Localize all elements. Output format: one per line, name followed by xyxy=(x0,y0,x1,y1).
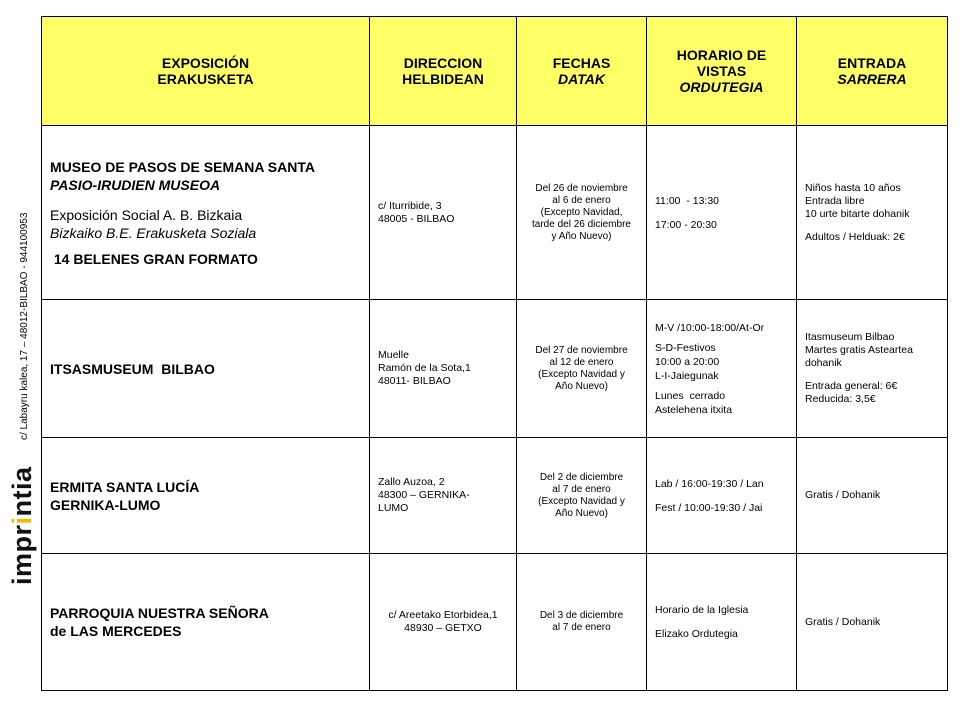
exhibition-hours: 11:00 - 13:30 17:00 - 20:30 xyxy=(647,126,797,300)
exhibition-address: c/ Iturribide, 3 48005 - BILBAO xyxy=(370,126,517,300)
exhibition-hours: Lab / 16:00-19:30 / Lan Fest / 10:00-19:30 / Jai xyxy=(647,438,797,554)
exhibition-hours: M-V /10:00-18:00/At-Or S-D-Festivos 10:00 a 20:00 L-I-Jaiegunak Lunes cerrado Astelehena itxita xyxy=(647,300,797,438)
header-horario: HORARIO DE VISTAS ORDUTEGIA xyxy=(647,17,797,126)
exhibition-dates: Del 26 de noviembre al 6 de enero (Excepto Navidad, tarde del 26 diciembre y Año Nuevo) xyxy=(517,126,647,300)
exhibition-dates: Del 3 de diciembre al 7 de enero xyxy=(517,554,647,691)
logo-part-b: ntia xyxy=(7,466,37,517)
table-row xyxy=(42,554,948,691)
header-fechas: FECHAS DATAK xyxy=(517,17,647,126)
logo-part-a: impr xyxy=(7,524,37,585)
header-row xyxy=(42,17,948,126)
header-direccion: DIRECCION HELBIDEAN xyxy=(370,17,517,126)
exhibition-name: ERMITA SANTA LUCÍA GERNIKA-LUMO xyxy=(42,438,370,554)
exhibition-dates: Del 2 de diciembre al 7 de enero (Excepto Navidad y Año Nuevo) xyxy=(517,438,647,554)
exhibition-address: c/ Areetako Etorbidea,1 48930 – GETXO xyxy=(370,554,517,691)
exhibitions-table xyxy=(41,16,948,691)
exhibition-dates: Del 27 de noviembre al 12 de enero (Excepto Navidad y Año Nuevo) xyxy=(517,300,647,438)
header-exposicion: EXPOSICIÓN ERAKUSKETA xyxy=(42,17,370,126)
exhibition-entry: Niños hasta 10 años Entrada libre 10 urte bitarte dohanik Adultos / Helduak: 2€ xyxy=(797,126,948,300)
exhibition-entry: Gratis / Dohanik xyxy=(797,438,948,554)
exhibition-address: Muelle Ramón de la Sota,1 48011- BILBAO xyxy=(370,300,517,438)
exhibition-name: MUSEO DE PASOS DE SEMANA SANTA PASIO-IRUDIEN MUSEOA Exposición Social A. B. Bizkaia Bizkaiko B.E. Erakusketa Soziala 14 BELENES GRAN FORMATO xyxy=(42,126,370,300)
table-row xyxy=(42,438,948,554)
company-address: c/ Labayru kalea, 17 – 48012-BILBAO - 944100953 xyxy=(19,212,30,440)
exhibition-address: Zallo Auzoa, 2 48300 – GERNIKA- LUMO xyxy=(370,438,517,554)
table-row xyxy=(42,126,948,300)
header-entrada: ENTRADA SARRERA xyxy=(797,17,948,126)
exhibition-name: ITSASMUSEUM BILBAO xyxy=(42,300,370,438)
sidebar xyxy=(0,0,42,720)
logo-accent-letter: i xyxy=(7,516,37,525)
exhibition-hours: Horario de la Iglesia Elizako Ordutegia xyxy=(647,554,797,691)
exhibition-entry: Itasmuseum Bilbao Martes gratis Asteartea dohanik Entrada general: 6€ Reducida: 3,5€ xyxy=(797,300,948,438)
exhibition-name: PARROQUIA NUESTRA SEÑORA de LAS MERCEDES xyxy=(42,554,370,691)
imprintia-logo xyxy=(8,466,36,585)
exhibition-entry: Gratis / Dohanik xyxy=(797,554,948,691)
table-row xyxy=(42,300,948,438)
